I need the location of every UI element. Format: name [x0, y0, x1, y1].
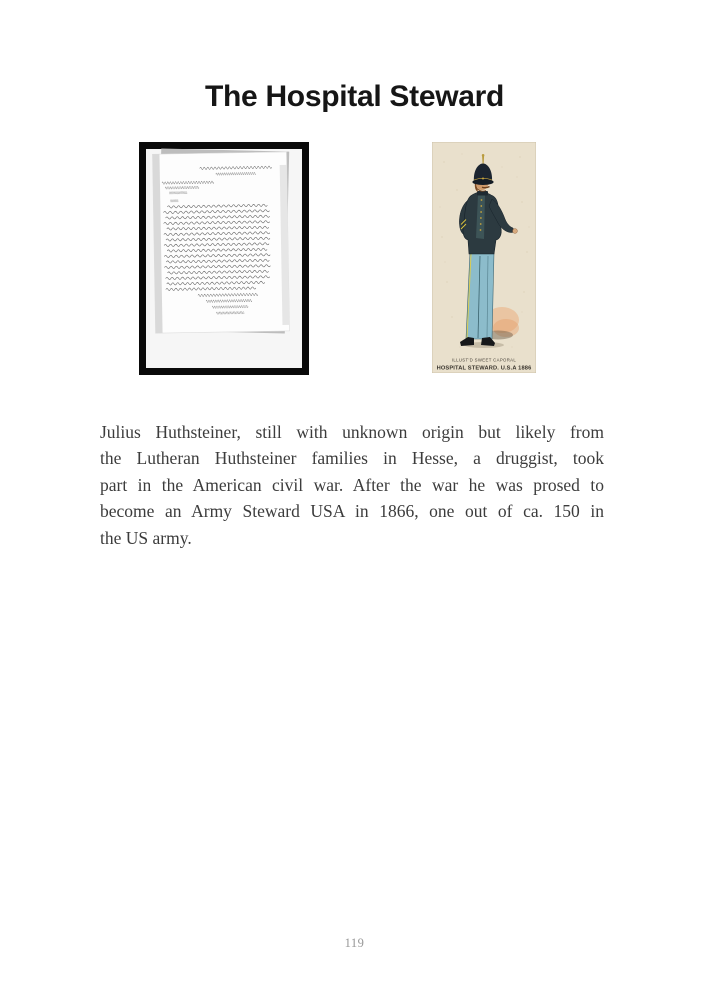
card-caption-line1: ILLUST'D SWEET CAPORAL	[451, 357, 517, 363]
paragraph-line: part in the American civil war. After the war he was prosed to	[100, 474, 604, 495]
page-number: 119	[344, 936, 365, 950]
page-title: The Hospital Steward	[204, 80, 505, 113]
right-hand	[513, 229, 518, 234]
letter-figure	[139, 142, 309, 375]
card-caption-line2: HOSPITAL STEWARD. U.S.A 1886	[436, 365, 532, 372]
letter-sheet	[152, 152, 289, 333]
paragraph-line: the US army.	[100, 527, 192, 548]
handwritten-letter-image	[139, 142, 309, 375]
body-paragraph	[100, 419, 604, 551]
collar	[477, 191, 488, 196]
card-figure	[432, 142, 536, 373]
paragraph-line: the Lutheran Huthsteiner families in Hesse, a druggist, took	[100, 448, 604, 469]
paragraph-line: become an Army Steward USA in 1866, one out of ca. 150 in	[100, 501, 604, 522]
paragraph-line: Julius Huthsteiner, still with unknown origin but likely from	[100, 422, 604, 442]
hospital-steward-illustration	[432, 142, 536, 373]
